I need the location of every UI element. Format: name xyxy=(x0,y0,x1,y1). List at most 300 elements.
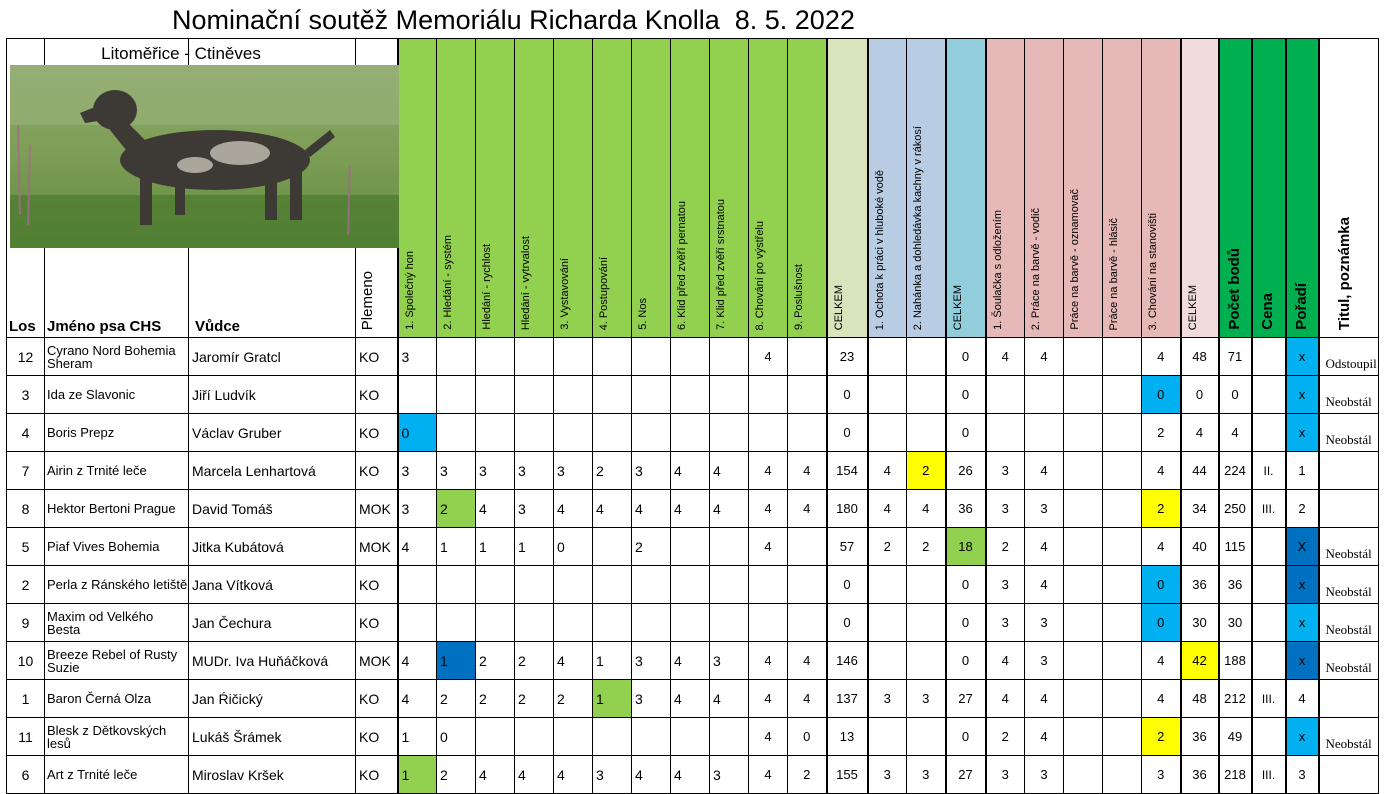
header-col-18: Práce na barvě - oznamovač xyxy=(1064,39,1103,338)
header-col-17: 2. Práce na barvě - vodič xyxy=(1025,39,1064,338)
cell-prize xyxy=(1252,718,1286,756)
cell-score xyxy=(749,566,788,604)
cell-points: 71 xyxy=(1219,338,1252,376)
cell-points: 36 xyxy=(1219,566,1252,604)
cell-score: 2 xyxy=(907,452,946,490)
cell-score xyxy=(1064,452,1103,490)
cell-note: Neobstál xyxy=(1319,528,1379,566)
cell-score xyxy=(632,718,671,756)
cell-prize xyxy=(1252,414,1286,452)
cell-score xyxy=(710,414,749,452)
header-col-6: 4. Postupování xyxy=(593,39,632,338)
cell-score xyxy=(671,376,710,414)
cell-score xyxy=(1103,490,1142,528)
cell-score xyxy=(554,338,593,376)
cell-handler: Lukáš Šrámek xyxy=(189,718,356,756)
cell-note xyxy=(1319,490,1379,528)
cell-note: Neobstál xyxy=(1319,566,1379,604)
cell-score: 2 xyxy=(868,528,907,566)
cell-score: 4 xyxy=(749,718,788,756)
cell-score xyxy=(515,414,554,452)
cell-note: Neobstál xyxy=(1319,642,1379,680)
cell-score xyxy=(1064,756,1103,794)
cell-score xyxy=(515,718,554,756)
cell-score: 2 xyxy=(593,452,632,490)
cell-score xyxy=(1064,490,1103,528)
cell-order: 4 xyxy=(1286,680,1319,718)
cell-score xyxy=(632,566,671,604)
cell-los: 6 xyxy=(7,756,45,794)
cell-score: 36 xyxy=(946,490,986,528)
cell-score xyxy=(749,376,788,414)
cell-handler: Miroslav Kršek xyxy=(189,756,356,794)
cell-score xyxy=(515,376,554,414)
cell-score: 4 xyxy=(632,756,671,794)
cell-score: 3 xyxy=(476,452,515,490)
cell-handler: Marcela Lenhartová xyxy=(189,452,356,490)
cell-handler: David Tomáš xyxy=(189,490,356,528)
cell-score xyxy=(632,604,671,642)
cell-note xyxy=(1319,452,1379,490)
cell-score: 4 xyxy=(710,452,749,490)
cell-score: 4 xyxy=(788,490,827,528)
cell-prize: III. xyxy=(1252,756,1286,794)
cell-score xyxy=(554,414,593,452)
header-col-10: 8. Chování po výstřelu xyxy=(749,39,788,338)
cell-handler: MUDr. Iva Huňáčková xyxy=(189,642,356,680)
cell-score: 4 xyxy=(398,680,437,718)
cell-breed: MOK xyxy=(356,528,398,566)
cell-score: 155 xyxy=(827,756,868,794)
cell-score: 3 xyxy=(907,756,946,794)
cell-score: 0 xyxy=(827,604,868,642)
cell-points: 188 xyxy=(1219,642,1252,680)
cell-score xyxy=(710,566,749,604)
cell-los: 12 xyxy=(7,338,45,376)
cell-score xyxy=(398,566,437,604)
cell-score: 4 xyxy=(1142,528,1181,566)
cell-score: 36 xyxy=(1181,718,1219,756)
cell-score: 1 xyxy=(398,756,437,794)
cell-score: 3 xyxy=(398,338,437,376)
cell-score: 4 xyxy=(554,642,593,680)
header-col-9: 7. Klid před zvěří srstnatou xyxy=(710,39,749,338)
location-label: Litoměřice - Ctiněves xyxy=(101,44,261,63)
cell-score: 0 xyxy=(946,642,986,680)
table-row xyxy=(7,604,1379,642)
cell-score xyxy=(1103,528,1142,566)
cell-score: 3 xyxy=(868,680,907,718)
cell-score: 4 xyxy=(868,452,907,490)
cell-score xyxy=(554,718,593,756)
cell-order: x xyxy=(1286,566,1319,604)
cell-score: 26 xyxy=(946,452,986,490)
table-row xyxy=(7,414,1379,452)
cell-score: 4 xyxy=(1025,680,1064,718)
cell-score: 3 xyxy=(437,452,476,490)
cell-score xyxy=(907,718,946,756)
cell-score: 3 xyxy=(986,566,1025,604)
cell-los: 2 xyxy=(7,566,45,604)
cell-prize xyxy=(1252,604,1286,642)
cell-score: 3 xyxy=(398,490,437,528)
cell-score xyxy=(593,566,632,604)
cell-score: 42 xyxy=(1181,642,1219,680)
cell-score: 3 xyxy=(632,452,671,490)
cell-score: 3 xyxy=(1025,604,1064,642)
cell-points: 212 xyxy=(1219,680,1252,718)
cell-handler: Jiří Ludvík xyxy=(189,376,356,414)
cell-score: 0 xyxy=(398,414,437,452)
cell-note xyxy=(1319,756,1379,794)
cell-score xyxy=(907,338,946,376)
page-title: Nominační soutěž Memoriálu Richarda Knolla 8. 5. 2022 xyxy=(172,5,855,35)
cell-score xyxy=(593,414,632,452)
cell-score: 4 xyxy=(671,756,710,794)
cell-note: Neobstál xyxy=(1319,718,1379,756)
header-dog-name: Jméno psa CHS xyxy=(45,39,189,338)
cell-score: 4 xyxy=(788,642,827,680)
cell-points: 115 xyxy=(1219,528,1252,566)
cell-score xyxy=(437,566,476,604)
cell-score: 3 xyxy=(1025,490,1064,528)
cell-score: 27 xyxy=(946,680,986,718)
cell-score: 2 xyxy=(907,528,946,566)
cell-prize xyxy=(1252,528,1286,566)
cell-los: 8 xyxy=(7,490,45,528)
cell-score: 40 xyxy=(1181,528,1219,566)
cell-score: 34 xyxy=(1181,490,1219,528)
cell-score: 2 xyxy=(1142,718,1181,756)
cell-breed: KO xyxy=(356,452,398,490)
table-row xyxy=(7,376,1379,414)
cell-score: 4 xyxy=(476,490,515,528)
cell-los: 7 xyxy=(7,452,45,490)
header-note: Titul, poznámka xyxy=(1319,39,1379,338)
cell-score xyxy=(710,604,749,642)
cell-score xyxy=(476,604,515,642)
cell-prize: III. xyxy=(1252,680,1286,718)
cell-score xyxy=(868,718,907,756)
cell-score: 0 xyxy=(1142,604,1181,642)
cell-score: 2 xyxy=(437,680,476,718)
cell-score: 3 xyxy=(986,452,1025,490)
cell-score xyxy=(788,414,827,452)
cell-score: 0 xyxy=(1181,376,1219,414)
cell-score xyxy=(632,414,671,452)
cell-score: 4 xyxy=(788,452,827,490)
header-handler: Vůdce xyxy=(189,39,356,338)
cell-score: 36 xyxy=(1181,566,1219,604)
cell-score: 44 xyxy=(1181,452,1219,490)
dog-photo xyxy=(10,65,399,248)
cell-score: 4 xyxy=(1025,452,1064,490)
cell-score: 3 xyxy=(398,452,437,490)
cell-score: 1 xyxy=(476,528,515,566)
cell-score xyxy=(1103,338,1142,376)
cell-score: 137 xyxy=(827,680,868,718)
cell-score xyxy=(868,566,907,604)
cell-score: 4 xyxy=(986,642,1025,680)
cell-handler: Václav Gruber xyxy=(189,414,356,452)
cell-score: 2 xyxy=(437,756,476,794)
cell-score: 4 xyxy=(749,680,788,718)
cell-score xyxy=(593,528,632,566)
cell-score: 1 xyxy=(398,718,437,756)
cell-score xyxy=(671,338,710,376)
cell-score: 3 xyxy=(986,756,1025,794)
cell-prize xyxy=(1252,642,1286,680)
header-order: Pořadí xyxy=(1286,39,1319,338)
cell-score xyxy=(1025,414,1064,452)
header-col-7: 5. Nos xyxy=(632,39,671,338)
header-col-11: 9. Poslušnost xyxy=(788,39,827,338)
cell-score: 0 xyxy=(946,566,986,604)
cell-score: 3 xyxy=(868,756,907,794)
cell-score: 4 xyxy=(554,490,593,528)
cell-score xyxy=(632,338,671,376)
table-row xyxy=(7,452,1379,490)
cell-score xyxy=(437,376,476,414)
cell-score: 4 xyxy=(1025,338,1064,376)
cell-handler: Jaromír Gratcl xyxy=(189,338,356,376)
cell-score: 3 xyxy=(515,490,554,528)
cell-score xyxy=(986,376,1025,414)
cell-note xyxy=(1319,680,1379,718)
cell-score: 3 xyxy=(986,604,1025,642)
cell-prize: II. xyxy=(1252,452,1286,490)
cell-score: 2 xyxy=(632,528,671,566)
cell-score xyxy=(1064,680,1103,718)
header-prize: Cena xyxy=(1252,39,1286,338)
cell-los: 10 xyxy=(7,642,45,680)
cell-score: 3 xyxy=(1142,756,1181,794)
cell-dog-name: Art z Trnité leče xyxy=(45,756,189,794)
cell-score xyxy=(554,376,593,414)
cell-handler: Jan Ŕičický xyxy=(189,680,356,718)
cell-score: 3 xyxy=(986,490,1025,528)
cell-score: 0 xyxy=(1142,566,1181,604)
cell-score: 0 xyxy=(946,604,986,642)
cell-handler: Jitka Kubátová xyxy=(189,528,356,566)
cell-score xyxy=(1103,414,1142,452)
cell-score xyxy=(437,414,476,452)
table-row xyxy=(7,642,1379,680)
cell-score xyxy=(710,528,749,566)
cell-score: 4 xyxy=(671,490,710,528)
cell-dog-name: Maxim od Velkého Besta xyxy=(45,604,189,642)
cell-los: 9 xyxy=(7,604,45,642)
cell-los: 3 xyxy=(7,376,45,414)
cell-score xyxy=(632,376,671,414)
cell-score: 4 xyxy=(398,642,437,680)
cell-score: 146 xyxy=(827,642,868,680)
header-col-5: 3. Vystavování xyxy=(554,39,593,338)
cell-score: 4 xyxy=(1142,338,1181,376)
cell-score: 0 xyxy=(946,376,986,414)
cell-score: 4 xyxy=(1181,414,1219,452)
cell-score: 180 xyxy=(827,490,868,528)
cell-score: 0 xyxy=(946,414,986,452)
header-col-3: Hledání - rychlost xyxy=(476,39,515,338)
cell-score: 4 xyxy=(749,642,788,680)
cell-prize xyxy=(1252,338,1286,376)
cell-score xyxy=(710,718,749,756)
cell-score: 1 xyxy=(437,642,476,680)
cell-score: 0 xyxy=(827,376,868,414)
cell-order: 2 xyxy=(1286,490,1319,528)
cell-score: 4 xyxy=(749,490,788,528)
cell-score: 30 xyxy=(1181,604,1219,642)
cell-score xyxy=(907,376,946,414)
header-los: Los xyxy=(7,39,45,338)
cell-dog-name: Breeze Rebel of Rusty Suzie xyxy=(45,642,189,680)
cell-breed: KO xyxy=(356,566,398,604)
cell-score: 3 xyxy=(710,756,749,794)
cell-score xyxy=(1103,452,1142,490)
cell-score: 2 xyxy=(515,680,554,718)
cell-score xyxy=(907,566,946,604)
cell-breed: KO xyxy=(356,680,398,718)
cell-score: 3 xyxy=(593,756,632,794)
cell-score: 0 xyxy=(437,718,476,756)
cell-score: 1 xyxy=(515,528,554,566)
cell-dog-name: Airin z Trnité leče xyxy=(45,452,189,490)
header-col-4: Hledání - vytrvalost xyxy=(515,39,554,338)
cell-score xyxy=(1103,642,1142,680)
cell-score xyxy=(1103,680,1142,718)
cell-points: 0 xyxy=(1219,376,1252,414)
cell-score xyxy=(398,376,437,414)
cell-dog-name: Hektor Bertoni Prague xyxy=(45,490,189,528)
cell-score xyxy=(476,718,515,756)
cell-score: 36 xyxy=(1181,756,1219,794)
cell-score xyxy=(671,566,710,604)
cell-score xyxy=(1064,642,1103,680)
cell-points: 49 xyxy=(1219,718,1252,756)
cell-score xyxy=(907,604,946,642)
cell-score: 4 xyxy=(593,490,632,528)
cell-breed: KO xyxy=(356,756,398,794)
cell-handler: Jan Čechura xyxy=(189,604,356,642)
cell-score: 4 xyxy=(749,756,788,794)
cell-score xyxy=(710,376,749,414)
table-row xyxy=(7,680,1379,718)
cell-score: 2 xyxy=(554,680,593,718)
header-col-19: Práce na barvě - hlásič xyxy=(1103,39,1142,338)
cell-score: 3 xyxy=(554,452,593,490)
cell-score xyxy=(1103,566,1142,604)
cell-score xyxy=(671,528,710,566)
header-col-21: CELKEM xyxy=(1181,39,1219,338)
cell-points: 30 xyxy=(1219,604,1252,642)
cell-points: 250 xyxy=(1219,490,1252,528)
cell-score xyxy=(1064,718,1103,756)
cell-score: 2 xyxy=(788,756,827,794)
cell-score xyxy=(907,414,946,452)
cell-dog-name: Boris Prepz xyxy=(45,414,189,452)
cell-los: 5 xyxy=(7,528,45,566)
cell-score xyxy=(1103,756,1142,794)
cell-score xyxy=(788,604,827,642)
cell-score: 0 xyxy=(1142,376,1181,414)
cell-score: 4 xyxy=(476,756,515,794)
cell-handler: Jana Vítková xyxy=(189,566,356,604)
table-row xyxy=(7,528,1379,566)
cell-score xyxy=(437,338,476,376)
table-row xyxy=(7,338,1379,376)
cell-dog-name: Piaf Vives Bohemia xyxy=(45,528,189,566)
cell-breed: MOK xyxy=(356,642,398,680)
cell-score: 4 xyxy=(1025,566,1064,604)
header-col-13: 1. Ochota k práci v hluboké vodě xyxy=(868,39,907,338)
header-breed: Plemeno xyxy=(356,39,398,338)
cell-score: 4 xyxy=(907,490,946,528)
cell-score: 4 xyxy=(671,452,710,490)
cell-score: 4 xyxy=(710,490,749,528)
cell-note: Neobstál xyxy=(1319,604,1379,642)
cell-score xyxy=(515,566,554,604)
cell-points: 4 xyxy=(1219,414,1252,452)
cell-score xyxy=(476,414,515,452)
cell-score: 0 xyxy=(946,338,986,376)
cell-score xyxy=(476,376,515,414)
cell-score: 2 xyxy=(1142,490,1181,528)
table-row xyxy=(7,718,1379,756)
cell-score xyxy=(1064,604,1103,642)
header-col-8: 6. Klid před zvěří pernatou xyxy=(671,39,710,338)
cell-order: x xyxy=(1286,604,1319,642)
cell-score xyxy=(1025,376,1064,414)
cell-order: 1 xyxy=(1286,452,1319,490)
header-col-14: 2. Nahánka a dohledávka kachny v rákosí xyxy=(907,39,946,338)
cell-score: 0 xyxy=(554,528,593,566)
cell-score xyxy=(868,642,907,680)
cell-score: 57 xyxy=(827,528,868,566)
cell-score: 1 xyxy=(437,528,476,566)
cell-score xyxy=(1064,566,1103,604)
cell-los: 11 xyxy=(7,718,45,756)
cell-dog-name: Ida ze Slavonic xyxy=(45,376,189,414)
cell-score: 18 xyxy=(946,528,986,566)
cell-score: 23 xyxy=(827,338,868,376)
cell-score xyxy=(788,528,827,566)
cell-prize: III. xyxy=(1252,490,1286,528)
cell-score: 4 xyxy=(986,338,1025,376)
cell-score: 4 xyxy=(671,680,710,718)
cell-score xyxy=(1103,376,1142,414)
cell-score: 2 xyxy=(476,642,515,680)
cell-order: 3 xyxy=(1286,756,1319,794)
cell-score: 154 xyxy=(827,452,868,490)
cell-score xyxy=(907,642,946,680)
cell-order: X xyxy=(1286,528,1319,566)
header-col-1: 1. Společný hon xyxy=(398,39,437,338)
cell-score xyxy=(788,338,827,376)
cell-score: 1 xyxy=(593,680,632,718)
cell-order: x xyxy=(1286,376,1319,414)
cell-score xyxy=(868,604,907,642)
cell-score: 4 xyxy=(749,528,788,566)
cell-breed: KO xyxy=(356,338,398,376)
cell-order: x xyxy=(1286,642,1319,680)
cell-score xyxy=(476,338,515,376)
cell-score xyxy=(986,414,1025,452)
cell-score: 4 xyxy=(398,528,437,566)
cell-points: 224 xyxy=(1219,452,1252,490)
cell-score: 48 xyxy=(1181,680,1219,718)
cell-los: 4 xyxy=(7,414,45,452)
